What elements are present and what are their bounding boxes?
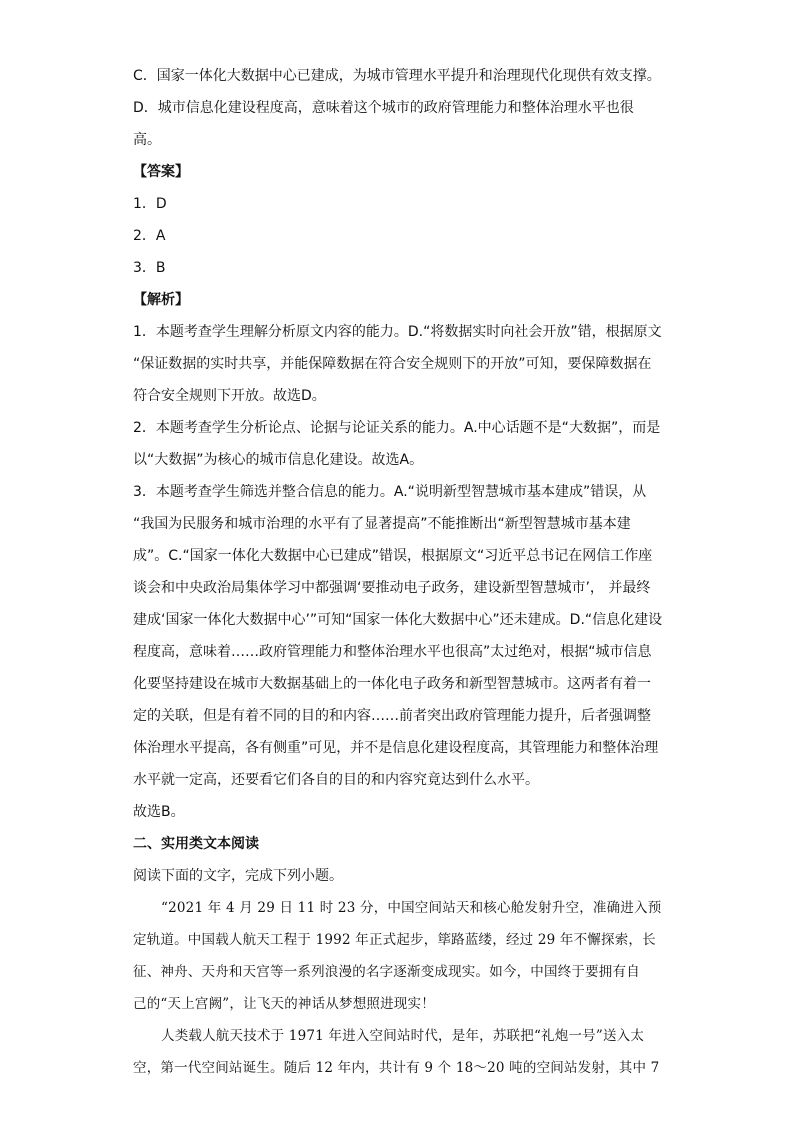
analysis-line: 程度高，意味着……政府管理能力和整体治理水平也很高”太过绝对，根据“城市信息: [133, 644, 652, 660]
passage-line: 人类载人航天技术于 1971 年进入空间站时代，是年，苏联把“礼炮一号”送入太: [161, 1028, 645, 1044]
passage-line: 定轨道。中国载人航天工程于 1992 年正式起步，筚路蓝缕，经过 29 年不懈探索，长: [133, 932, 656, 948]
answer-item: 3．B: [133, 260, 166, 276]
option-c: C．国家一体化大数据中心已建成，为城市管理水平提升和治理现代化现供有效支撑。: [133, 68, 661, 84]
analysis-line: 符合安全规则下开放。故选D。: [133, 388, 326, 404]
analysis-line: 以“大数据”为核心的城市信息化建设。故选A。: [133, 452, 424, 468]
section-instruction: 阅读下面的文字，完成下列小题。: [133, 868, 343, 884]
option-d-line-2: 高。: [133, 132, 161, 148]
analysis-line: “保证数据的实时共享，并能保障数据在符合安全规则下的开放”可知，要保障数据在: [133, 356, 652, 372]
answer-item: 2．A: [133, 228, 166, 244]
analysis-line: 定的关联，但是有着不同的目的和内容……前者突出政府管理能力提升，后者强调整: [133, 708, 651, 724]
option-d-line-1: D．城市信息化建设程度高，意味着这个城市的政府管理能力和整体治理水平也很: [133, 100, 634, 116]
analysis-line: 体治理水平提高，各有侧重”可见，并不是信息化建设程度高，其管理能力和整体治理: [133, 740, 659, 756]
analysis-line: 化要坚持建设在城市大数据基础上的一体化电子政务和新型智慧城市。这两者有着一: [133, 676, 651, 692]
answer-heading: 【答案】: [133, 164, 189, 180]
analysis-line: 2．本题考查学生分析论点、论据与论证关系的能力。A.中心话题不是“大数据”，而是: [133, 420, 661, 436]
passage-line: “2021 年 4 月 29 日 11 时 23 分，中国空间站天和核心舱发射升空，准确进入预: [161, 900, 662, 916]
analysis-line: 成”。C.“国家一体化大数据中心已建成”错误，根据原文“习近平总书记在网信工作座: [133, 548, 653, 564]
passage-line: 空，第一代空间站诞生。随后 12 年内，共计有 9 个 18～20 吨的空间站发射，其中 7: [133, 1060, 660, 1076]
passage-line: 己的“天上宫阙”，让飞天的神话从梦想照进现实！: [133, 996, 435, 1012]
answer-item: 1．D: [133, 196, 167, 212]
analysis-line: 建成‘国家一体化大数据中心’”可知“国家一体化大数据中心”还未建成。D.“信息化建设: [133, 612, 663, 628]
analysis-line: 3．本题考查学生筛选并整合信息的能力。A.“说明新型智慧城市基本建成”错误，从: [133, 484, 647, 500]
analysis-line: 谈会和中央政治局集体学习中都强调‘要推动电子政务，建设新型智慧城市’， 并最终: [133, 580, 651, 596]
analysis-line: “我国为民服务和城市治理的水平有了显著提高”不能推断出“新型智慧城市基本建: [133, 516, 631, 532]
section-heading: 二、实用类文本阅读: [133, 836, 259, 852]
analysis-line: 故选B。: [133, 804, 185, 820]
passage-line: 征、神舟、天舟和天宫等一系列浪漫的名字逐渐变成现实。如今，中国终于要拥有自: [133, 964, 640, 980]
analysis-heading: 【解析】: [133, 292, 189, 308]
analysis-line: 1．本题考查学生理解分析原文内容的能力。D.“将数据实时向社会开放”错，根据原文: [133, 324, 662, 340]
analysis-line: 水平就一定高，还要看它们各自的目的和内容究竟达到什么水平。: [133, 772, 539, 788]
